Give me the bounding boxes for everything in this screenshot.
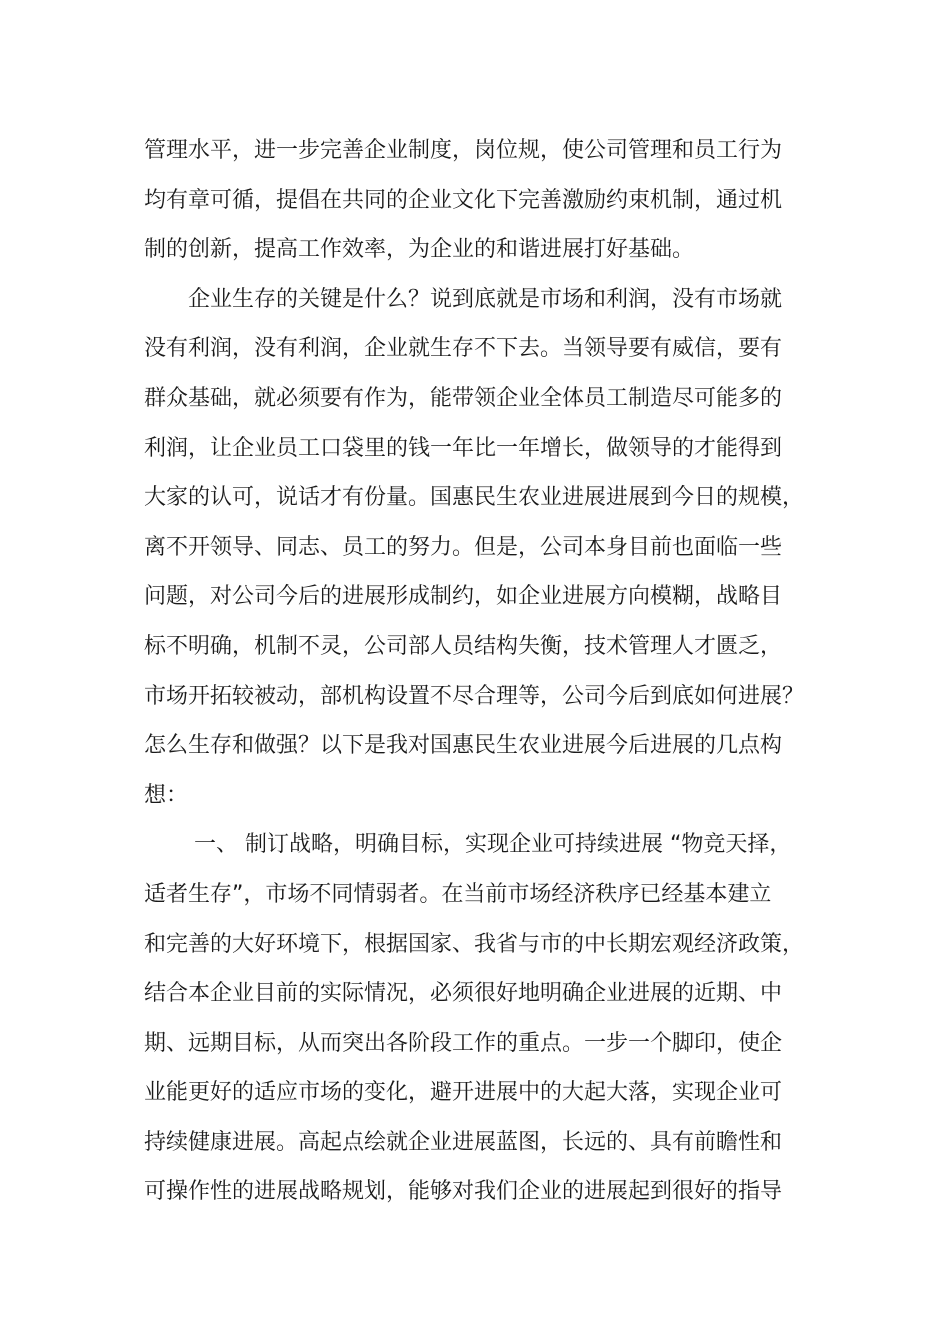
- text-line: 持续健康进展。高起点绘就企业进展蓝图，长远的、具有前瞻性和: [144, 1129, 783, 1155]
- text-line: 没有利润，没有利润，企业就生存不下去。当领导要有威信，要有: [144, 336, 783, 362]
- text-line: 均有章可循，提倡在共同的企业文化下完善激励约束机制，通过机: [144, 187, 783, 213]
- text-line: 可操作性的进展战略规划，能够对我们企业的进展起到很好的指导: [144, 1179, 783, 1205]
- body-text: [144, 126, 834, 1217]
- text-line: 问题，对公司今后的进展形成制约，如企业进展方向模糊，战略目: [144, 584, 783, 610]
- text-line: 离不开领导、同志、员工的努力。但是，公司本身目前也面临一些: [144, 534, 783, 560]
- text-line: 制的创新，提高工作效率，为企业的和谐进展打好基础。: [144, 237, 695, 263]
- text-line: 结合本企业目前的实际情况，必须很好地明确企业进展的近期、中: [144, 981, 783, 1007]
- text-line: 想：: [144, 782, 189, 808]
- text-line: 市场开拓较被动，部机构设置不尽合理等，公司今后到底如何进展？: [144, 683, 805, 709]
- text-line: 大家的认可，说话才有份量。国惠民生农业进展进展到今日的规模，: [144, 485, 805, 511]
- text-line: 群众基础，就必须要有作为，能带领企业全体员工制造尽可能多的: [144, 385, 783, 411]
- text-line: 利润，让企业员工口袋里的钱一年比一年增长，做领导的才能得到: [144, 435, 783, 461]
- text-line: 业能更好的适应市场的变化，避开进展中的大起大落，实现企业可: [144, 1080, 783, 1106]
- text-line: 怎么生存和做强？以下是我对国惠民生农业进展今后进展的几点构: [144, 733, 783, 759]
- paragraph-start-line: 企业生存的关键是什么？说到底就是市场和利润，没有市场就: [188, 286, 783, 312]
- text-line: 标不明确，机制不灵，公司部人员结构失衡，技术管理人才匮乏，: [144, 633, 783, 659]
- text-line: 和完善的大好环境下，根据国家、我省与市的中长期宏观经济政策，: [144, 931, 805, 957]
- text-line: 适者生存”，市场不同情弱者。在当前市场经济秩序已经基本建立: [144, 881, 772, 907]
- text-line: 期、远期目标，从而突出各阶段工作的重点。一步一个脚印，使企: [144, 1030, 783, 1056]
- text-line: 管理水平，进一步完善企业制度，岗位规，使公司管理和员工行为: [144, 138, 783, 163]
- section-heading-line: 一、 制订战略，明确目标，实现企业可持续进展 “物竞天择，: [194, 832, 792, 858]
